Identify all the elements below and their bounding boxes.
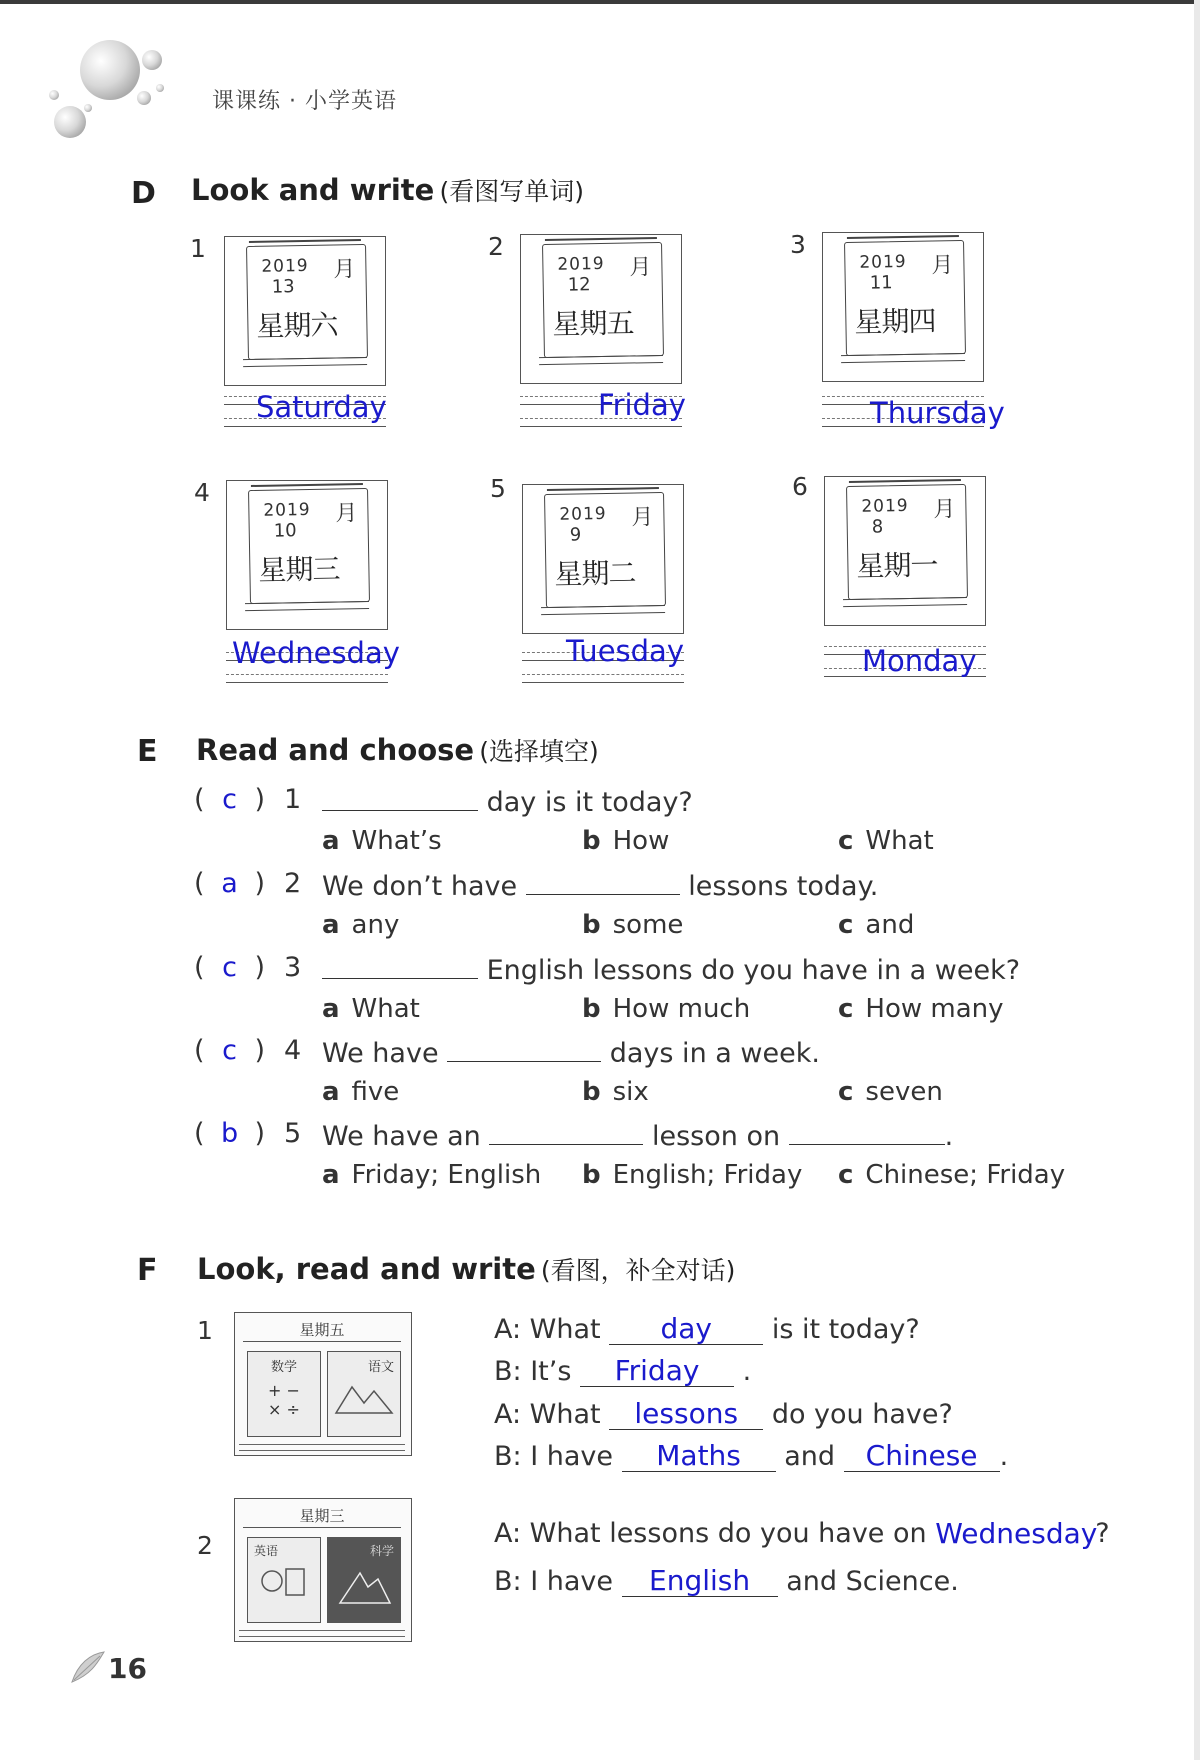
calendar-year: 2019 [261,255,309,277]
book-title: 课课练 · 小学英语 [212,89,397,114]
question-middle: lessons today. [688,871,879,902]
calendar-weekday: 星期一 [856,548,938,583]
calendar-day: 12 [567,274,591,296]
calendar-weekday: 星期二 [554,556,636,591]
option-b [582,1077,649,1107]
blank-line [322,952,478,979]
answer-parentheses: ( a ) [194,868,266,899]
calendar-day: 11 [869,272,893,294]
answer-parentheses: ( b ) [194,1118,266,1149]
section-f-title: Look, read and write [197,1252,536,1286]
section-e-heading [196,732,599,768]
page-top-edge [0,0,1200,4]
d-item-number: 2 [488,232,504,261]
book-maths-icon [247,1351,321,1437]
option-a [322,826,442,856]
chosen-answer: c [222,784,237,815]
option-letter: c [838,994,854,1024]
question-middle: days in a week. [609,1038,820,1069]
option-text: What’s [351,826,442,856]
f-item-number: 1 [197,1316,213,1345]
option-c [838,910,914,940]
option-letter: a [322,1160,340,1190]
question-prefix: We have [322,1038,439,1069]
question-middle: English lessons do you have in a week? [486,955,1021,986]
option-text: Friday; English [351,1160,542,1190]
question-text [322,1035,820,1069]
question-middle: lesson on [651,1121,781,1152]
f1-line-4 [494,1441,1008,1472]
math-symbols: + − × ÷ [268,1381,300,1419]
desk-calendar-icon [226,480,388,630]
calendar-month-char: 月 [335,501,358,527]
picture-day-label: 星期三 [243,1505,401,1528]
option-text: Chinese; Friday [865,1160,1066,1190]
option-text: English; Friday [612,1160,803,1190]
option-a [322,910,399,940]
option-text: five [351,1077,400,1107]
question-prefix: We have an [322,1121,481,1152]
f1-l2-prefix: B: It’s [494,1356,572,1387]
book-english-label: 英语 [254,1544,279,1558]
calendar-year: 2019 [557,253,605,275]
chosen-answer: b [220,1118,239,1149]
section-f-heading [197,1251,735,1287]
picture-day-label: 星期五 [243,1319,401,1342]
question-number: 5 [284,1118,302,1149]
calendar-month-char: 月 [931,253,954,279]
book-chinese-label: 语文 [367,1360,394,1375]
section-e-title: Read and choose [196,733,475,767]
blank-line [322,784,478,811]
book-science-icon [327,1537,401,1623]
calendar-month-char: 月 [933,497,956,523]
f2-line-1 [494,1518,1110,1549]
question-text [322,868,878,902]
calendar-weekday: 星期三 [258,552,340,587]
bubbles-logo-icon [48,40,178,150]
question-text [322,784,693,818]
option-letter: c [838,1077,854,1107]
option-letter: a [322,1077,340,1107]
d-answer-word: Monday [862,644,977,678]
science-book-illustration-icon [334,1559,394,1609]
option-text: What [865,826,934,856]
f1-line-3 [494,1399,953,1430]
option-letter: b [582,826,601,856]
calendar-day: 10 [273,520,297,542]
calendar-day: 9 [569,524,582,546]
question-number: 4 [284,1035,302,1066]
option-a [322,994,420,1024]
option-b [582,994,750,1024]
book-chinese-icon [327,1351,401,1437]
option-c [838,1160,1065,1190]
option-text: seven [865,1077,943,1107]
f1-line-2 [494,1356,751,1387]
question-number: 1 [284,784,302,815]
option-letter: a [322,910,340,940]
option-text: and [865,910,915,940]
section-d-heading [191,172,584,208]
calendar-month-char: 月 [629,255,652,281]
blank-line [789,1118,945,1145]
section-e-letter: E [137,734,158,769]
calendar-day: 13 [271,276,295,298]
option-letter: b [582,1077,601,1107]
question-prefix: We don’t have [322,871,518,902]
calendar-day: 8 [871,516,884,538]
chosen-answer: c [222,952,237,983]
f1-l4-prefix: B: I have [494,1441,613,1472]
page-right-edge [1194,0,1200,1760]
desk-calendar-icon [520,234,682,384]
option-b [582,1160,802,1190]
book-english-icon [247,1537,321,1623]
book-maths-label: 数学 [270,1360,297,1375]
schedule-picture-wednesday [234,1498,412,1642]
f1-l1-suffix: is it today? [771,1314,920,1345]
schedule-picture-friday [234,1312,412,1456]
chosen-answer: a [221,868,238,899]
calendar-base [239,1444,405,1451]
option-text: six [612,1077,649,1107]
option-a [322,1077,399,1107]
d-answer-word: Wednesday [232,636,400,670]
d-answer-word: Tuesday [566,634,684,668]
desk-calendar-icon [822,232,984,382]
landscape-icon [334,1375,394,1415]
d-item-number: 3 [790,230,806,259]
blank-line [526,868,680,895]
answer-parentheses: ( c ) [194,784,266,815]
f2-l2-answer: English [622,1566,778,1597]
section-f-letter: F [137,1253,158,1288]
f1-l1-answer: day [609,1314,763,1345]
option-letter: b [582,994,601,1024]
f2-l2-prefix: B: I have [494,1566,613,1597]
option-letter: a [322,826,340,856]
option-letter: c [838,1160,854,1190]
calendar-weekday: 星期四 [854,304,936,339]
f1-l4-and: and [784,1441,835,1472]
f1-l3-prefix: A: What [494,1399,601,1430]
calendar-weekday: 星期五 [552,306,634,341]
d-answer-word: Friday [598,388,686,422]
f1-line-1 [494,1314,920,1345]
d-answer-word: Thursday [870,396,1005,430]
f1-l2-answer: Friday [580,1356,734,1387]
desk-calendar-icon [824,476,986,626]
f2-l1-prefix: A: What lessons do you have on [494,1518,927,1549]
option-letter: b [582,910,601,940]
section-d-title: Look and write [191,173,435,207]
option-text: How [612,826,670,856]
section-d-letter: D [131,176,156,211]
f1-l3-suffix: do you have? [771,1399,953,1430]
f1-l4-answer-2: Chinese [844,1441,1000,1472]
desk-calendar-icon [522,484,684,634]
section-d-subtitle: (看图写单词) [439,177,584,206]
english-book-illustration-icon [254,1559,314,1609]
option-text: How many [865,994,1004,1024]
f2-line-2 [494,1566,959,1597]
book-science-label: 科学 [369,1544,394,1558]
question-text [322,1118,953,1152]
answer-parentheses: ( c ) [194,952,266,983]
question-number: 2 [284,868,302,899]
option-c [838,1077,943,1107]
question-text [322,952,1020,986]
chosen-answer: c [222,1035,237,1066]
f1-l2-suffix: . [742,1356,752,1387]
f1-l4-answer-1: Maths [622,1441,776,1472]
option-letter: c [838,910,854,940]
option-text: any [351,910,400,940]
f-item-number: 2 [197,1531,213,1560]
calendar-base [239,1630,405,1637]
calendar-month-char: 月 [333,257,356,283]
option-letter: b [582,1160,601,1190]
leaf-icon [70,1648,106,1684]
option-text: What [351,994,420,1024]
option-a [322,1160,541,1190]
f1-l4-suffix: . [999,1441,1009,1472]
option-c [838,826,934,856]
d-item-number: 1 [190,234,206,263]
option-c [838,994,1004,1024]
calendar-year: 2019 [559,503,607,525]
f2-l1-answer: Wednesday [935,1517,1098,1550]
option-b [582,910,683,940]
calendar-month-char: 月 [631,505,654,531]
f2-l2-suffix: and Science. [786,1566,959,1597]
calendar-year: 2019 [263,499,311,521]
question-end: . [944,1121,954,1152]
d-item-number: 6 [792,472,808,501]
page-number: 16 [108,1652,147,1685]
question-number: 3 [284,952,302,983]
answer-parentheses: ( c ) [194,1035,266,1066]
f1-l3-answer: lessons [609,1399,763,1430]
calendar-weekday: 星期六 [256,308,338,343]
section-f-subtitle: (看图，补全对话) [540,1256,736,1285]
option-text: some [612,910,684,940]
d-item-number: 5 [490,474,506,503]
blank-line [447,1035,601,1062]
blank-line [489,1118,643,1145]
option-text: How much [612,994,751,1024]
calendar-year: 2019 [859,251,907,273]
desk-calendar-icon [224,236,386,386]
option-letter: c [838,826,854,856]
option-letter: a [322,994,340,1024]
option-b [582,826,669,856]
question-middle: day is it today? [486,787,693,818]
f2-l1-suffix: ? [1095,1518,1110,1549]
f1-l1-prefix: A: What [494,1314,601,1345]
section-e-subtitle: (选择填空) [479,737,599,766]
d-item-number: 4 [194,478,210,507]
d-answer-word: Saturday [256,390,387,424]
calendar-year: 2019 [861,495,909,517]
